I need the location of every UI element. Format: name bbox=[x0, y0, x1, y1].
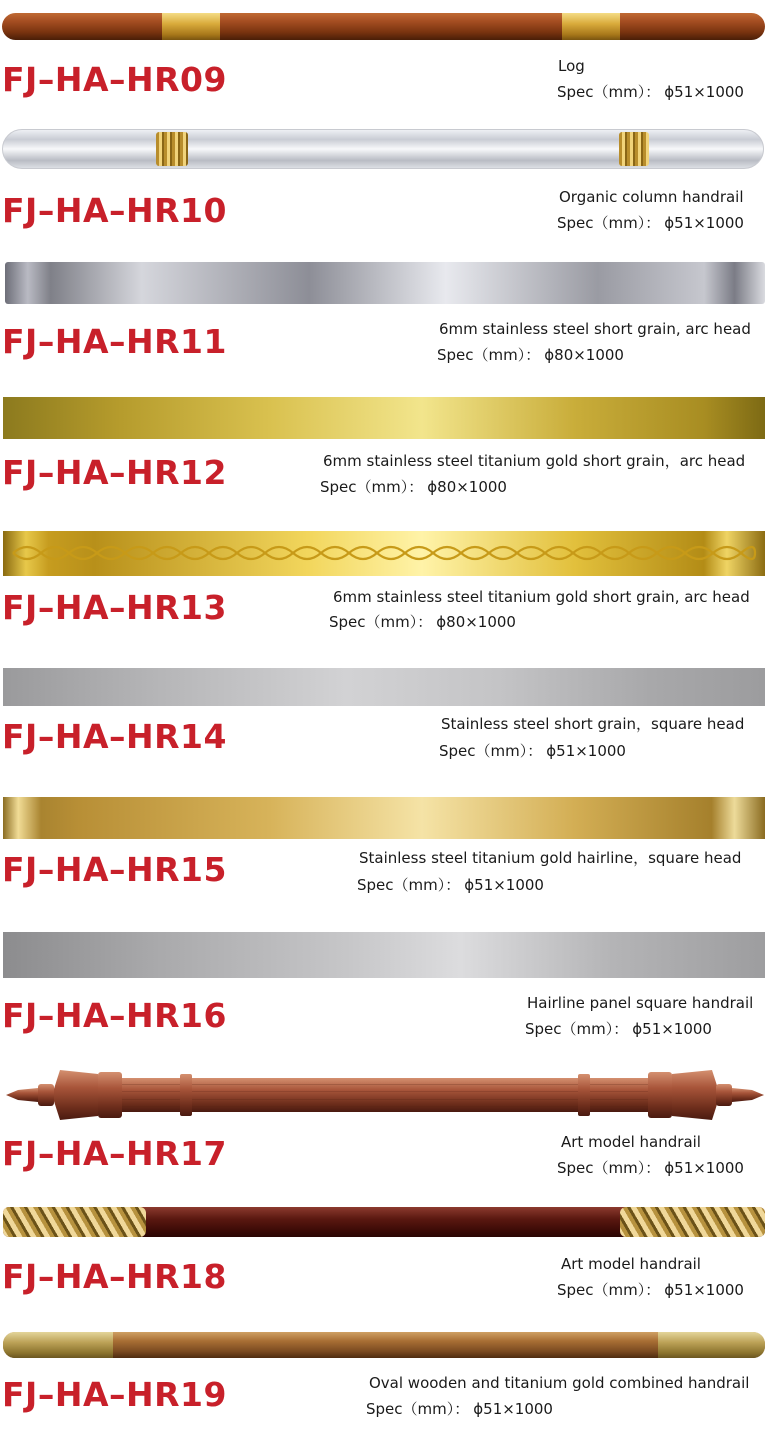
handrail-image-hr17 bbox=[0, 1064, 770, 1128]
product-code: FJ–HA–HR18 bbox=[2, 1257, 227, 1296]
ornate-handrail-icon bbox=[0, 1064, 770, 1128]
handrail-image-hr15 bbox=[3, 797, 765, 839]
product-code: FJ–HA–HR14 bbox=[2, 717, 227, 756]
product-description: Hairline panel square handrail bbox=[527, 994, 754, 1012]
product-spec: Spec（mm）： ϕ80×1000 bbox=[437, 346, 624, 364]
product-description: 6mm stainless steel titanium gold short grain，arc head bbox=[323, 452, 746, 470]
product-description: Log bbox=[558, 57, 585, 75]
product-spec: Spec（mm）： ϕ51×1000 bbox=[439, 742, 626, 760]
handrail-image-hr12 bbox=[3, 397, 765, 439]
handrail-image-hr11 bbox=[5, 262, 765, 304]
product-description: 6mm stainless steel titanium gold short grain, arc head bbox=[333, 588, 750, 606]
product-code: FJ–HA–HR13 bbox=[2, 588, 227, 627]
product-description: 6mm stainless steel short grain, arc head bbox=[439, 320, 751, 338]
product-description: Art model handrail bbox=[561, 1133, 701, 1151]
product-spec: Spec（mm）： ϕ51×1000 bbox=[557, 1281, 744, 1299]
handrail-image-hr18 bbox=[3, 1207, 765, 1237]
product-spec: Spec（mm）： ϕ80×1000 bbox=[320, 478, 507, 496]
handrail-image-hr14 bbox=[3, 668, 765, 706]
handrail-image-hr10 bbox=[2, 129, 764, 169]
product-description: Stainless steel short grain，square head bbox=[441, 715, 745, 733]
handrail-image-hr19 bbox=[3, 1332, 765, 1358]
product-code: FJ–HA–HR15 bbox=[2, 850, 227, 889]
product-description: Oval wooden and titanium gold combined handrail bbox=[369, 1374, 750, 1392]
product-code: FJ–HA–HR12 bbox=[2, 453, 227, 492]
product-description: Art model handrail bbox=[561, 1255, 701, 1273]
product-code: FJ–HA–HR11 bbox=[2, 322, 227, 361]
chain-pattern-icon bbox=[3, 531, 765, 576]
product-code: FJ–HA–HR09 bbox=[2, 60, 227, 99]
product-spec: Spec（mm）： ϕ80×1000 bbox=[329, 613, 516, 631]
handrail-image-hr09 bbox=[2, 13, 765, 40]
product-description: Organic column handrail bbox=[559, 188, 744, 206]
product-spec: Spec（mm）： ϕ51×1000 bbox=[557, 83, 744, 101]
handrail-image-hr13 bbox=[3, 531, 765, 576]
handrail-image-hr16 bbox=[3, 932, 765, 978]
product-code: FJ–HA–HR10 bbox=[2, 191, 227, 230]
product-code: FJ–HA–HR17 bbox=[2, 1134, 227, 1173]
product-code: FJ–HA–HR16 bbox=[2, 996, 227, 1035]
product-spec: Spec（mm）： ϕ51×1000 bbox=[366, 1400, 553, 1418]
product-code: FJ–HA–HR19 bbox=[2, 1375, 227, 1414]
product-spec: Spec（mm）： ϕ51×1000 bbox=[357, 876, 544, 894]
product-description: Stainless steel titanium gold hairline，square head bbox=[359, 849, 742, 867]
product-spec: Spec（mm）： ϕ51×1000 bbox=[557, 214, 744, 232]
product-spec: Spec（mm）： ϕ51×1000 bbox=[525, 1020, 712, 1038]
product-spec: Spec（mm）： ϕ51×1000 bbox=[557, 1159, 744, 1177]
